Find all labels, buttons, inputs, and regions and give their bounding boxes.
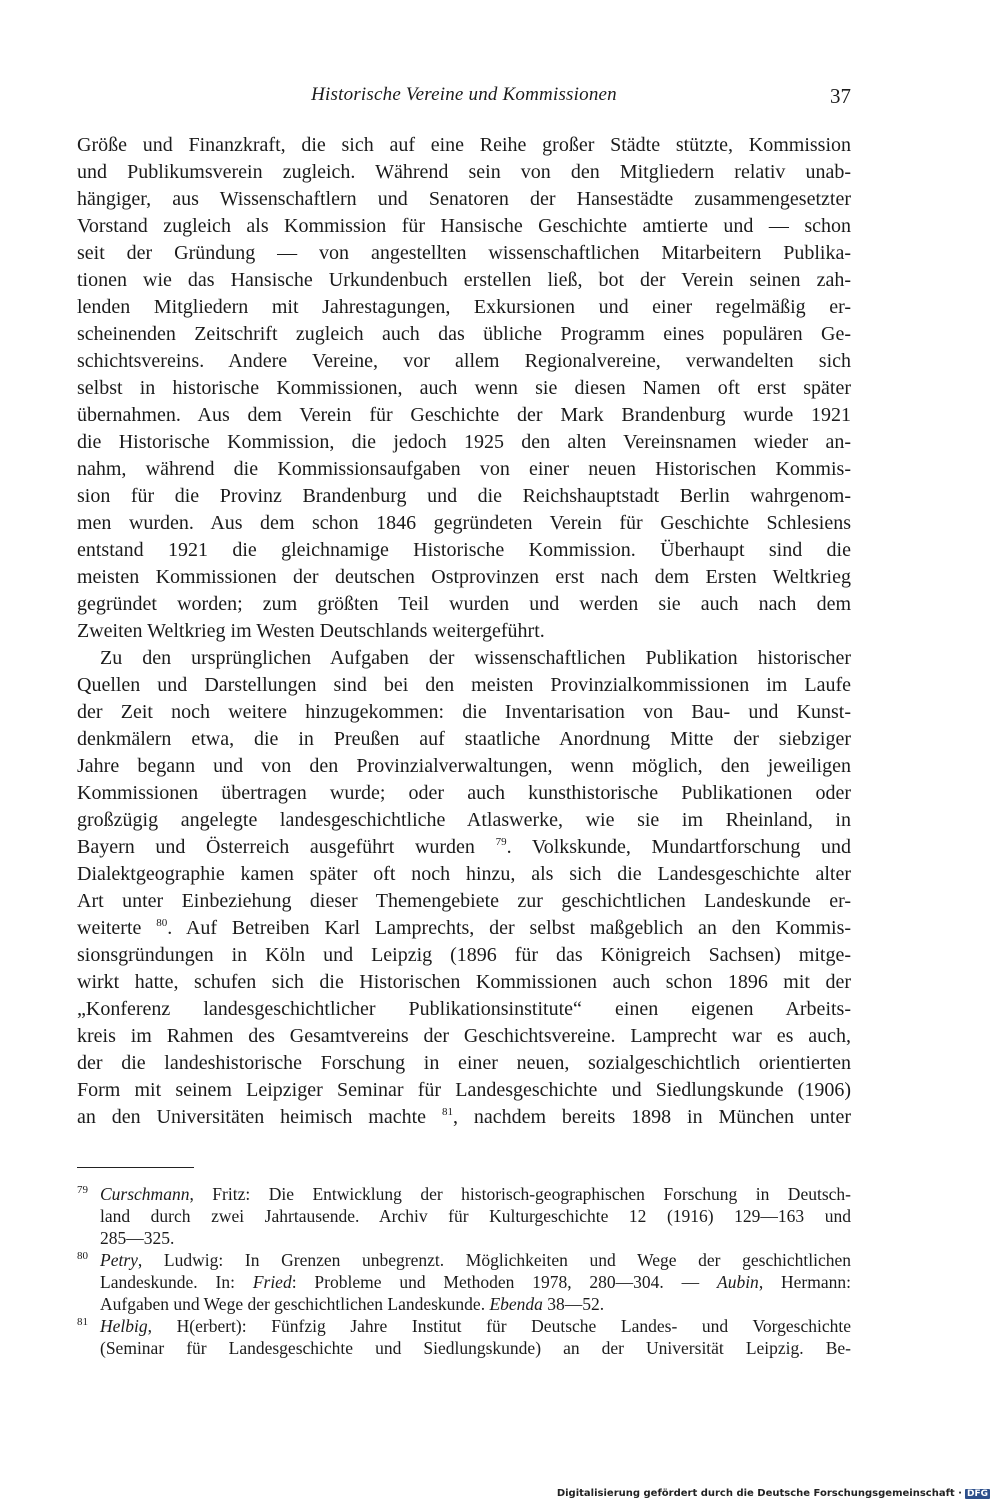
text-segment: , nachdem bereits 1898 in München unter — [452, 1106, 851, 1128]
footnote-line: land durch zwei Jahrtausende. Archiv für Kulturgeschichte 12 (1916) 129—163 und — [100, 1206, 851, 1226]
text-segment: an den Universitäten heimisch machte — [77, 1106, 427, 1128]
footnote-author: Helbig — [100, 1316, 148, 1336]
text-line: wirkt hatte, schufen sich die Historischen Kommissionen auch schon 1896 mit der — [77, 971, 851, 993]
credit-text: Digitalisierung gefördert durch die Deutsche Forschungsgemeinschaft · — [556, 1488, 962, 1499]
footnote-ref-79[interactable]: 79 — [495, 836, 507, 848]
paragraph-1 — [77, 132, 851, 645]
text-line: der Zeit noch weitere hinzugekommen: die Inventarisation von Bau- und Kunst- — [77, 701, 851, 723]
text-segment: Aufgaben und Wege der geschichtlichen Landeskunde. — [100, 1294, 490, 1314]
footnote-line — [77, 1293, 851, 1315]
text-line: gegründet worden; zum größten Teil wurden und werden sie auch nach dem — [77, 593, 851, 615]
text-line: großzügig angelegte landesgeschichtliche Atlaswerke, wie sie im Rheinland, in — [77, 809, 851, 831]
footnote-line — [77, 1271, 851, 1293]
cited-author: Fried — [252, 1272, 292, 1292]
text-segment: Bayern und Österreich ausgeführt wurden — [77, 836, 475, 858]
text-line: Form mit seinem Leipziger Seminar für Landesgeschichte und Siedlungskunde (1906) — [77, 1079, 851, 1101]
running-title: Historische Vereine und Kommissionen — [311, 84, 617, 105]
text-segment: , H(erbert): Fünfzig Jahre Institut für Deutsche Landes- und Vorgeschichte — [147, 1316, 851, 1336]
text-line: entstand 1921 die gleichnamige Historische Kommission. Überhaupt sind die — [77, 539, 851, 561]
text-line: scheinenden Zeitschrift zugleich auch das übliche Programm eines populären Ge- — [77, 323, 851, 345]
footnote-author: Petry — [100, 1250, 138, 1270]
page-number: 37 — [830, 84, 851, 108]
footnote-line: 285—325. — [100, 1228, 175, 1248]
text-line: Vorstand zugleich als Kommission für Hansische Geschichte amtierte und — schon — [77, 215, 851, 237]
footnote-line — [77, 1183, 851, 1205]
text-line: Kommissionen übertragen wurde; oder auch kunsthistorische Publikationen oder — [77, 782, 851, 804]
text-line: sion für die Provinz Brandenburg und die Reichshauptstadt Berlin wahrgenom- — [77, 485, 851, 507]
text-line: hängiger, aus Wissenschaftlern und Senatoren der Hansestädte zusammengesetzter — [77, 188, 851, 210]
text-line: lenden Mitgliedern mit Jahrestagungen, Exkursionen und einer regelmäßig er- — [77, 296, 851, 318]
text-line: Quellen und Darstellungen sind bei den meisten Provinzialkommissionen im Laufe — [77, 674, 851, 696]
paragraph-2 — [77, 645, 851, 1131]
text-line: und Publikumsverein zugleich. Während sein von den Mitgliedern relativ unab- — [77, 161, 851, 183]
dfg-logo: DFG — [966, 1489, 988, 1499]
text-segment: , Fritz: Die Entwicklung der historisch-geographischen Forschung in Deutsch- — [189, 1184, 851, 1204]
footnote-number: 81 — [77, 1316, 88, 1328]
footnote-81 — [77, 1315, 851, 1359]
text-line: Dialektgeographie kamen später oft noch hinzu, als sich die Landesgeschichte alter — [77, 863, 851, 885]
text-line: schichtsvereins. Andere Vereine, vor allem Regionalvereine, verwandelten sich — [77, 350, 851, 372]
text-line: seit der Gründung — von angestellten wissenschaftlichen Mitarbeitern Publika- — [77, 242, 851, 264]
cited-ebenda: Ebenda — [489, 1294, 543, 1314]
footnotes — [77, 1183, 851, 1359]
text-line: nahm, während die Kommissionsaufgaben von einer neuen Historischen Kommis- — [77, 458, 851, 480]
text-segment: : Probleme und Methoden 1978, 280—304. — — [291, 1272, 717, 1292]
cited-author: Aubin — [717, 1272, 759, 1292]
text-line: Art unter Einbeziehung dieser Themengebiete zur geschichtlichen Landeskunde er- — [77, 890, 851, 912]
text-segment: , Hermann: — [758, 1272, 851, 1292]
text-line: Zu den ursprünglichen Aufgaben der wissenschaftlichen Publikation historischer — [100, 647, 851, 669]
text-line: selbst in historische Kommissionen, auch wenn sie diesen Namen oft erst später — [77, 377, 851, 399]
footnote-number: 79 — [77, 1184, 88, 1196]
text-line: die Historische Kommission, die jedoch 1925 den alten Vereinsnamen wieder an- — [77, 431, 851, 453]
text-line: tionen wie das Hansische Urkundenbuch erstellen ließ, bot der Verein seinen zah- — [77, 269, 851, 291]
text-segment: 38—52. — [542, 1294, 605, 1314]
text-line — [77, 834, 851, 861]
text-segment: . Volkskunde, Mundartforschung und — [506, 836, 851, 858]
text-line: Jahre begann und von den Provinzialverwaltungen, wenn möglich, den jeweiligen — [77, 755, 851, 777]
text-line: men wurden. Aus dem schon 1846 gegründeten Verein für Geschichte Schlesiens — [77, 512, 851, 534]
footnote-80 — [77, 1249, 851, 1315]
text-line — [77, 1104, 851, 1131]
footnote-79 — [77, 1183, 851, 1249]
text-line: Größe und Finanzkraft, die sich auf eine Reihe großer Städte stützte, Kommission — [77, 134, 851, 156]
text-line — [77, 915, 851, 942]
text-line: sionsgründungen in Köln und Leipzig (1896 für das Königreich Sachsen) mitge- — [77, 944, 851, 966]
text-segment: Landeskunde. In: — [100, 1272, 253, 1292]
footnote-line — [77, 1249, 851, 1271]
text-line: Zweiten Weltkrieg im Westen Deutschlands weitergeführt. — [77, 620, 545, 642]
text-line: denkmälern etwa, die in Preußen auf staatliche Anordnung Mitte der siebziger — [77, 728, 851, 750]
text-segment: , Ludwig: In Grenzen unbegrenzt. Möglichkeiten und Wege der geschichtlichen — [137, 1250, 851, 1270]
text-line: übernahmen. Aus dem Verein für Geschichte der Mark Brandenburg wurde 1921 — [77, 404, 851, 426]
text-line: kreis im Rahmen des Gesamtvereins der Geschichtsvereine. Lamprecht war es auch, — [77, 1025, 851, 1047]
text-segment: weiterte — [77, 917, 142, 939]
page-header — [77, 84, 851, 110]
footnote-separator — [77, 1167, 194, 1168]
footnote-number: 80 — [77, 1250, 88, 1262]
body-text — [77, 132, 851, 1131]
footnote-ref-81[interactable]: 81 — [441, 1106, 453, 1118]
text-line: der die landeshistorische Forschung in einer neuen, sozialgeschichtlich orientierten — [77, 1052, 851, 1074]
digitization-credit — [557, 1488, 990, 1499]
footnote-line — [77, 1315, 851, 1337]
text-line: „Konferenz landesgeschichtlicher Publikationsinstitute“ einen eigenen Arbeits- — [77, 998, 851, 1020]
footnote-ref-80[interactable]: 80 — [156, 917, 168, 929]
footnote-line: (Seminar für Landesgeschichte und Siedlungskunde) an der Universität Leipzig. Be- — [100, 1338, 851, 1358]
text-line: meisten Kommissionen der deutschen Ostprovinzen erst nach dem Ersten Weltkrieg — [77, 566, 851, 588]
text-segment: . Auf Betreiben Karl Lamprechts, der selbst maßgeblich an den Kommis- — [167, 917, 851, 939]
footnote-author: Curschmann — [100, 1184, 190, 1204]
